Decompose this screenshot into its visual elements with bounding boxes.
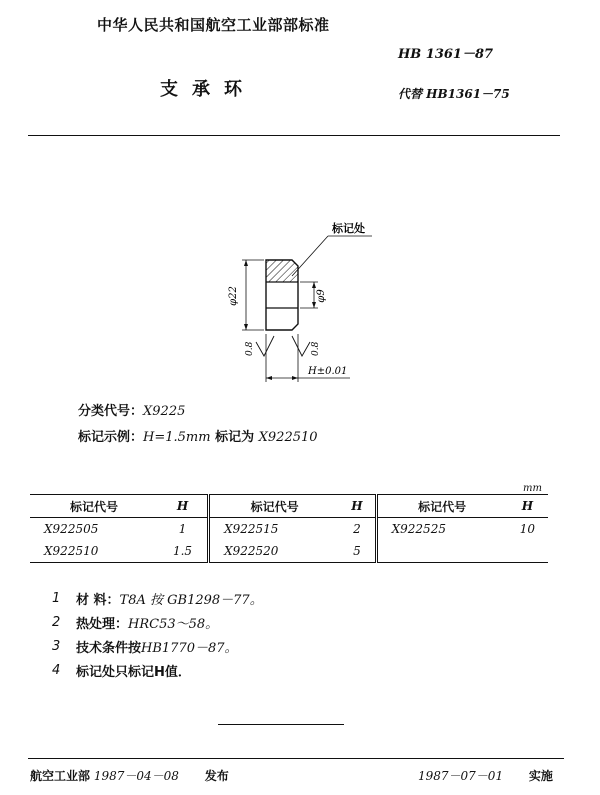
unit-label: mm xyxy=(523,483,542,494)
marking-example-value: H=1.5mm xyxy=(143,430,211,445)
classification-line xyxy=(78,400,185,419)
table-header-cell: 标记代号 xyxy=(209,495,340,518)
table-header-cell: H xyxy=(158,495,209,518)
note-number: 2 xyxy=(52,614,61,630)
height-dimension xyxy=(266,334,350,382)
list-item xyxy=(52,610,263,634)
standard-number: HB 1361－87 xyxy=(398,47,494,62)
roughness-symbol-left xyxy=(245,336,274,356)
note-value: T8A 按 GB1298－77。 xyxy=(119,592,263,608)
note-number: 1 xyxy=(52,590,61,606)
footer-effective-date: 1987－07－01 xyxy=(418,769,504,783)
table-cell xyxy=(507,540,548,563)
footer-rule xyxy=(28,758,564,759)
marking-example-line xyxy=(78,426,318,445)
list-item xyxy=(52,634,263,658)
part-body xyxy=(266,260,298,330)
footer-issuer: 航空工业部 xyxy=(30,769,91,783)
roughness-symbol-right xyxy=(292,336,321,356)
table-header-cell: H xyxy=(339,495,376,518)
height-label: H±0.01 xyxy=(308,366,348,377)
footer-issue-date: 1987－04－08 xyxy=(93,769,179,783)
table-row xyxy=(30,540,548,563)
footer-issue xyxy=(30,767,229,784)
outer-diameter-label: φ22 xyxy=(228,286,239,306)
footer-issue-word: 发布 xyxy=(204,769,229,783)
note-label: 热处理： xyxy=(76,616,129,632)
marking-example-tail-value: X922510 xyxy=(258,430,318,445)
replaces-standard: 代替 HB1361－75 xyxy=(398,87,510,101)
table-cell: X922525 xyxy=(391,522,446,536)
table-cell: X922510 xyxy=(44,544,99,558)
inner-diameter-label: φ9 xyxy=(316,289,327,303)
table-cell xyxy=(376,540,507,563)
specification-table xyxy=(30,494,548,563)
table-cell: 5 xyxy=(339,540,376,563)
table-cell: 1 xyxy=(158,518,209,541)
note-label: 材 料： xyxy=(76,592,120,608)
note-value: HB1770－87。 xyxy=(141,640,238,656)
table-cell: 2 xyxy=(339,518,376,541)
table-row xyxy=(30,518,548,541)
organization-title: 中华人民共和国航空工业部部标准 xyxy=(97,16,330,34)
note-label: 技术条件按 xyxy=(76,640,142,656)
outer-diameter-dimension xyxy=(228,260,264,330)
classification-value: X9225 xyxy=(143,404,186,419)
table-cell: 1.5 xyxy=(158,540,209,563)
list-item xyxy=(52,658,263,682)
footer-effective-word: 实施 xyxy=(528,769,553,783)
classification-label: 分类代号： xyxy=(78,404,144,419)
marking-callout-label: 标记处 xyxy=(332,222,365,235)
table-header-cell: 标记代号 xyxy=(30,495,158,518)
header-rule xyxy=(28,135,560,136)
table-cell: X922515 xyxy=(224,522,279,536)
note-number: 3 xyxy=(52,638,61,654)
end-rule xyxy=(218,724,344,725)
roughness-left-label: 0.8 xyxy=(245,341,255,356)
table-cell: X922505 xyxy=(44,522,99,536)
note-number: 4 xyxy=(52,662,61,678)
table-cell: 10 xyxy=(519,522,536,536)
page-title: 支承环 xyxy=(160,79,256,100)
part-drawing xyxy=(220,210,400,390)
roughness-right-label: 0.8 xyxy=(311,341,321,356)
marking-example-tail-label: 标记为 xyxy=(215,430,255,445)
table-header-cell: 标记代号 xyxy=(376,495,507,518)
note-value: HRC53～58。 xyxy=(128,616,219,632)
technical-notes xyxy=(52,586,263,682)
table-cell: X922520 xyxy=(224,544,279,558)
inner-diameter-dimension xyxy=(300,282,327,308)
table-header-row xyxy=(30,495,548,518)
list-item xyxy=(52,586,263,610)
marking-example-label: 标记示例： xyxy=(78,430,144,445)
marking-callout xyxy=(292,221,372,276)
footer-effective xyxy=(418,767,553,784)
note-label: 标记处只标记H值． xyxy=(76,664,191,680)
table-header-cell: H xyxy=(507,495,548,518)
